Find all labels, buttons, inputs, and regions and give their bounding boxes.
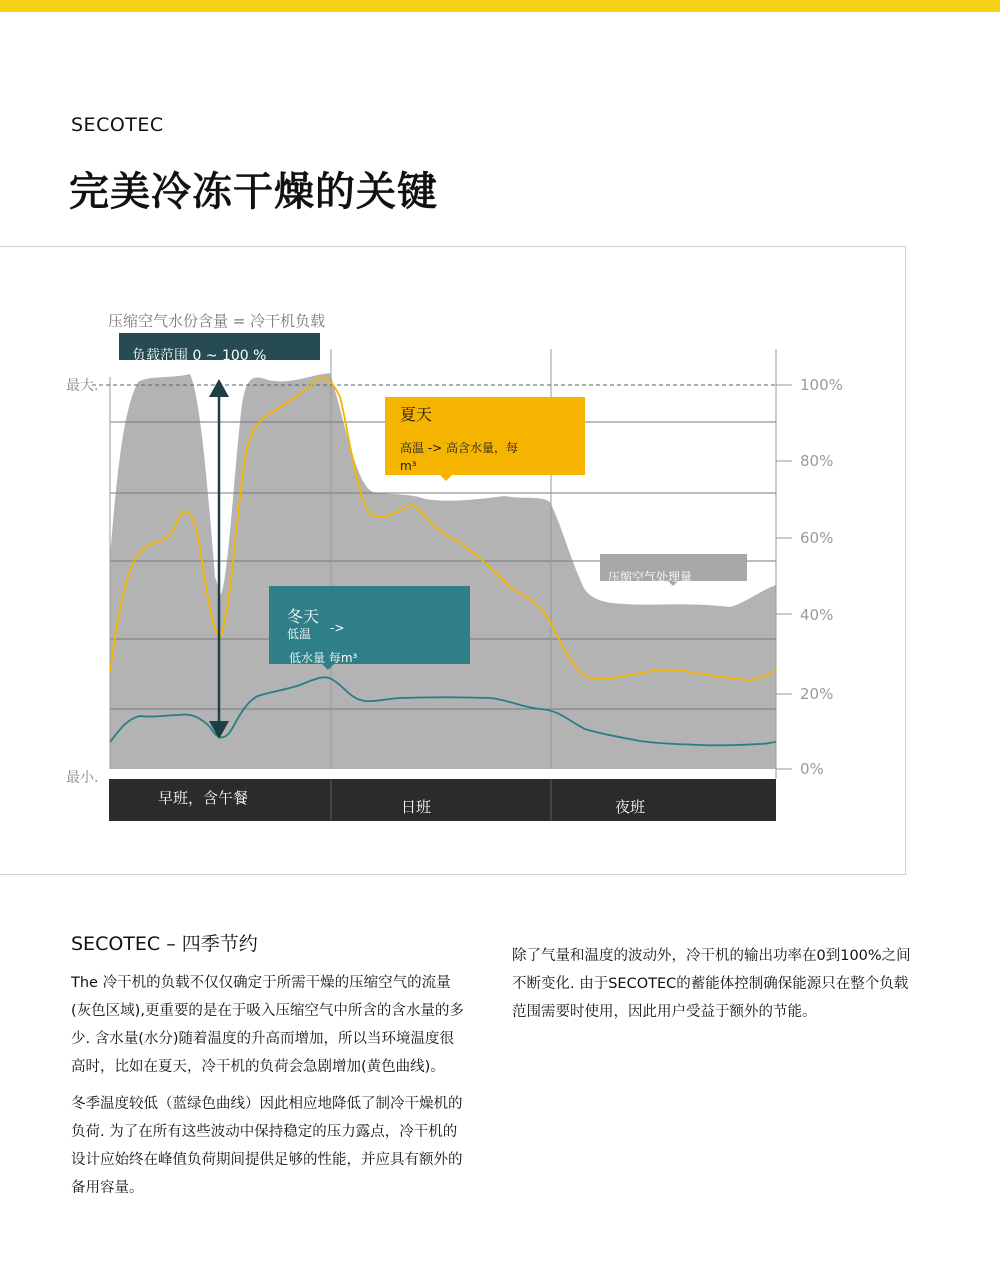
summer-text-2: m³ [400, 459, 417, 473]
air-volume-label: 压缩空气处理量 [608, 570, 693, 584]
winter-text-2: 低水量 每m³ [289, 651, 358, 665]
ytick-20: 20% [800, 685, 834, 703]
ytick-100: 100% [800, 376, 843, 394]
body-paragraph: 冬季温度较低（蓝绿色曲线）因此相应地降低了制冷干燥机的负荷. 为了在所有这些波动中保持稳定的压力露点，冷干机的设计应始终在峰值负荷期间提供足够的性能，并应具有额外的备用容量。 [71, 1096, 463, 1196]
section-title: SECOTEC – 四季节约 [71, 933, 258, 955]
winter-title: 冬天 [287, 607, 320, 626]
page-headline: 完美冷冻干燥的关键 [69, 169, 438, 215]
summer-text-1: 高温 -> 高含水量，每 [400, 441, 519, 455]
ytick-40: 40% [800, 606, 834, 624]
body-column-left [71, 969, 466, 1211]
ytick-80: 80% [800, 452, 834, 470]
shift-day: 日班 [401, 798, 432, 816]
max-label: 最大. [66, 378, 99, 394]
chart-formula: 压缩空气水份含量 = 冷干机负载 [108, 312, 326, 330]
winter-arrow: -> [330, 621, 345, 635]
winter-text-1: 低温 [287, 627, 312, 641]
min-label: 最小. [66, 770, 99, 786]
body-paragraph: The 冷干机的负载不仅仅确定于所需干燥的压缩空气的流量(灰色区域),更重要的是在于吸入压缩空气中所含的含水量的多少. 含水量(水分)随着温度的升高而增加，所以当环境温度很高时，比如在夏天，冷干机的负荷会急剧增加(黄色曲线)。 [71, 975, 464, 1075]
shift-early: 早班，含午餐 [158, 789, 249, 807]
ytick-0: 0% [800, 760, 824, 778]
brand-label: SECOTEC [71, 114, 164, 136]
summer-title: 夏天 [400, 405, 433, 424]
body-column-right [512, 942, 912, 1035]
body-paragraph: 除了气量和温度的波动外，冷干机的输出功率在0到100%之间不断变化. 由于SECOTEC的蓄能体控制确保能源只在整个负载范围需要时使用，因此用户受益于额外的节能。 [512, 948, 911, 1020]
shift-night: 夜班 [615, 798, 646, 816]
load-chart [0, 247, 905, 874]
load-chart-figure [0, 246, 906, 875]
ytick-60: 60% [800, 529, 834, 547]
top-accent-bar [0, 0, 1000, 12]
load-range-label: 负载范围 0 ~ 100 % [132, 348, 267, 364]
